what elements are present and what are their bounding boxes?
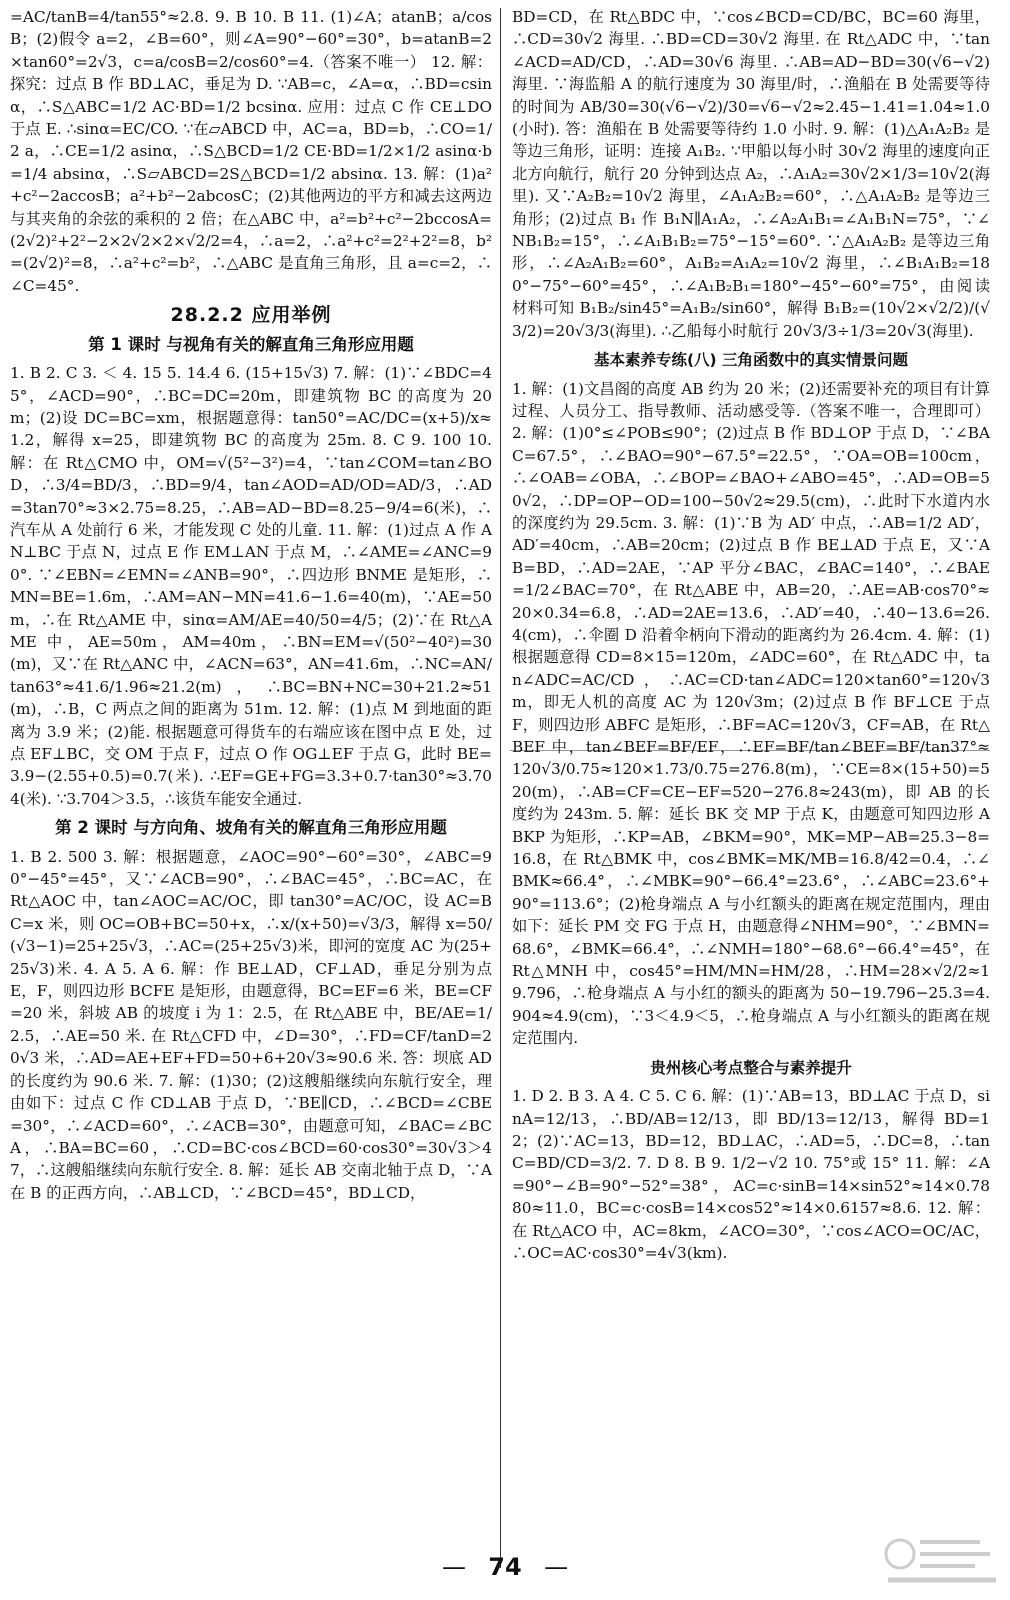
page-dash-right: — <box>544 1553 569 1581</box>
section-heading: 28.2.2 应用举例 <box>170 304 332 327</box>
page-number-value: 74 <box>488 1553 522 1581</box>
column-divider <box>500 8 501 1568</box>
lesson-heading: 第 2 课时 与方向角、坡角有关的解直角三角形应用题 <box>55 818 447 838</box>
page-dash-left: — <box>441 1553 466 1581</box>
left-column <box>10 6 492 1204</box>
answer-paragraph: 1. 解：(1)文昌阁的高度 AB 约为 20 米；(2)还需要补充的项目有计算过程、人员分工、指导教师、活动感受等.（答案不唯一，合理即可） 2. 解：(1)0°≤∠POB≤90°；(2)过点 B 作 BD⊥OP 于点 D，∵∠BAC=67.5°，∴∠BAO=90°−67.5°=22.5°，∵OA=OB=100cm，∴∠OAB=∠OBA，∴∠BOP=∠BAO+∠ABO=45°，∴AD=OB=50√2，∴DP=OP−OD=100−50√2≈29.5(cm)，∴此时下水道内水的深度约为 29.5cm. 3. 解：(1)∵B 为 AD′ 中点，∴AB=1/2 AD′，AD′=40cm，∴AB=20cm；(2)过点 B 作 BE⊥AD 于点 E，又∵AB=BD，∴AD=2AE，∵AP 平分∠BAC，∠BAC=140°，∴∠BAE=1/2∠BAC=70°，在 Rt△ABE 中，AB=20，∴AE=AB·cos70°≈20×0.34=6.8，∴AD=2AE=13.6，∴AD′=40，∴40−13.6=26.4(cm)，∴伞圈 D 沿着伞柄向下滑动的距离约为 26.4cm. 4. 解：(1)根据题意得 CD=8×15=120m，∠ADC=60°，在 Rt△ADC 中，tan∠ADC=AC/CD，∴AC=CD·tan∠ADC=120×tan60°=120√3m，即无人机的高度 AC 为 120√3m；(2)过点 B 作 BF⊥CE 于点 F，则四边形 ABFC 是矩形，∴BF=AC=120√3，CF=AB，在 Rt△BEF 中，tan∠BEF=BF/EF，∴EF=BF/tan∠BEF=BF/tan37°≈120√3/0.75≈120×1.73/0.75=276.8(m)，∵CE=8×(15+50)=520(m)，∴AB=CF=CE−EF=520−276.8≈243(m)，即 AB 的长度约为 243m. 5. 解：延长 BK 交 MP 于点 K，由题意可知四边形 ABKP 为矩形，∴KP=AB，∠BKM=90°，MK=MP−AB=25.3−8=16.8，在 Rt△BMK 中，cos∠BMK=MK/MB=16.8/42=0.4，∴∠BMK≈66.4°，∴∠MBK=90°−66.4°=23.6°，∴∠ABC=23.6°+90°=113.6°；(2)枪身端点 A 与小红额头的距离在规定范围内，理由如下：延长 PM 交 FG 于点 H，由题意得∠NHM=90°，∵∠BMN=68.6°，∠BMK=66.4°，∴∠NMH=180°−68.6°−66.4°=45°，在 Rt△MNH 中，cos45°=HM/MN=HM/28，∴HM=28×√2/2≈19.796，∴枪身端点 A 与小红的额头的距离为 50−19.796−25.3=4.904≈4.9(cm)，∵3＜4.9＜5，∴枪身端点 A 与小红额头的距离在规定范围内. <box>512 379 990 1048</box>
section-heading: 基本素养专练(八) 三角函数中的真实情景问题 <box>593 351 909 370</box>
answer-paragraph: 1. D 2. B 3. A 4. C 5. C 6. 解：(1)∵AB=13，BD⊥AC 于点 D，sinA=12/13，∴BD/AB=12/13，即 BD/13=12/13，解得 BD=12；(2)∵AC=13，BD=12，BD⊥AC，∴AD=5，∴DC=8，∴tanC=BD/CD=3/2. 7. D 8. B 9. 1/2−√2 10. 75°或 15° 11. 解：∠A=90°−∠B=90°−52°=38°，AC=c·sinB=14×sin52°≈14×0.7880≈11.0，BC=c·cosB=14×cos52°≈14×0.6157≈8.6. 12. 解：在 Rt△ACO 中，AC=8km，∠ACO=30°，∵cos∠ACO=OC/AC，∴OC=AC·cos30°=4√3(km). <box>512 1087 990 1262</box>
section-heading: 贵州核心考点整合与素养提升 <box>650 1058 852 1077</box>
answer-paragraph: 1. B 2. 500 3. 解：根据题意，∠AOC=90°−60°=30°，∠ABC=90°−45°=45°，又∵∠ACB=90°，∴∠BAC=45°，∴BC=AC，在 Rt△AOC 中，tan∠AOC=AC/OC，即 tan30°=AC/OC，设 AC=BC=x 米，则 OC=OB+BC=50+x，∴x/(x+50)=√3/3，解得 x=50/(√3−1)=25+25√3，∴AC=(25+25√3)米，即河的宽度 AC 为(25+25√3)米. 4. A 5. A 6. 解：作 BE⊥AD，CF⊥AD，垂足分别为点 E，F，则四边形 BCFE 是矩形，由题意得，BC=EF=6 米，BE=CF=20 米，斜坡 AB 的坡度 i 为 1：2.5，在 Rt△ABE 中，BE/AE=1/2.5，∴AE=50 米. 在 Rt△CFD 中，∠D=30°，∴FD=CF/tanD=20√3 米，∴AD=AE+EF+FD=50+6+20√3≈90.6 米. 答：坝底 AD 的长度约为 90.6 米. 7. 解：(1)30；(2)这艘船继续向东航行安全，理由如下：过点 C 作 CD⊥AB 于点 D，∵BE∥CD，∴∠BCD=∠CBE=30°，∴∠ACD=60°，∴∠ACB=30°，由题意可知，∠BAC=∠BCA，∴BA=BC=60，∴CD=BC·cos∠BCD=60·cos30°=30√3＞47，∴这艘船继续向东航行安全. 8. 解：延长 AB 交南北轴于点 D，∵A 在 B 的正西方向，∴AB⊥CD，∵∠BCD=45°，BD⊥CD， <box>10 847 492 1202</box>
answer-paragraph: BD=CD，在 Rt△BDC 中，∵cos∠BCD=CD/BC，BC=60 海里，∴CD=30√2 海里. ∴BD=CD=30√2 海里. 在 Rt△ADC 中，∵tan∠ACD=AD/CD，∴AD=30√6 海里. ∴AB=AD−BD=30(√6−√2)海里. ∵海监船 A 的航行速度为 30 海里/时，∴渔船在 B 处需要等待的时间为 AB/30=30(√6−√2)/30=√6−√2≈2.45−1.41=1.04≈1.0(小时). 答：渔船在 B 处需要等待约 1.0 小时. 9. 解：(1)△A₁A₂B₂ 是等边三角形，证明：连接 A₁B₂. ∵甲船以每小时 30√2 海里的速度向正北方向航行，航行 20 分钟到达点 A₂，∴A₁A₂=30√2×1/3=10√2(海里). 又∵A₂B₂=10√2 海里，∠A₁A₂B₂=60°，∴△A₁A₂B₂ 是等边三角形；(2)过点 B₁ 作 B₁N∥A₁A₂，∴∠A₂A₁B₁=∠A₁B₁N=75°，∵∠NB₁B₂=15°，∴∠A₁B₁B₂=75°−15°=60°. ∵△A₁A₂B₂ 是等边三角形，∴∠A₂A₁B₂=60°，A₁B₂=A₁A₂=10√2 海里，∴∠B₁A₁B₂=180°−75°−60°=45°，∴∠A₁B₂B₁=180°−45°−60°=75°，由阅读材料可知 B₁B₂/sin45°=A₁B₂/sin60°，解得 B₁B₂=(10√2×√2/2)/(√3/2)=20√3/3(海里). ∴乙船每小时航行 20√3/3÷1/3=20√3(海里). <box>512 8 990 340</box>
lesson-heading: 第 1 课时 与视角有关的解直角三角形应用题 <box>88 334 414 354</box>
right-column <box>512 6 990 1264</box>
answer-paragraph: 1. B 2. C 3. ＜ 4. 15 5. 14.4 6. (15+15√3) 7. 解：(1)∵∠BDC=45°，∠ACD=90°，∴BC=DC=20m，即建筑物 BC 的高度为 20m；(2)设 DC=BC=xm，根据题意得：tan50°=AC/DC=(x+5)/x≈1.2，解得 x=25，即建筑物 BC 的高度为 25m. 8. C 9. 100 10. 解：在 Rt△CMO 中，OM=√(5²−3²)=4，∵tan∠COM=tan∠BOD，∴3/4=BD/3，∴BD=9/4，tan∠AOD=AD/OD=AD/3，∴AD=3tan70°≈3×2.75=8.25，∴AB=AD−BD=8.25−9/4=6(米)，∴汽车从 A 处前行 6 米，才能发现 C 处的儿童. 11. 解：(1)过点 A 作 AN⊥BC 于点 N，过点 E 作 EM⊥AN 于点 M，∴∠AME=∠ANC=90°. ∵∠EBN=∠EMN=∠ANB=90°，∴四边形 BNME 是矩形，∴MN=BE=1.6m，∴AM=AN−MN=41.6−1.6=40(m)，∵AE=50m，∴在 Rt△AME 中，sinα=AM/AE=40/50=4/5；(2)∵在 Rt△AME 中，AE=50m，AM=40m，∴BN=EM=√(50²−40²)=30(m)，又∵在 Rt△ANC 中，∠ACN=63°，AN=41.6m，∴NC=AN/tan63°≈41.6/1.96≈21.2(m)，∴BC=BN+NC=30+21.2≈51(m)，∴B，C 两点之间的距离为 51m. 12. 解：(1)点 M 到地面的距离为 3.9 米；(2)能. 根据题意可得货车的右端应该在图中点 E 处，过点 EF⊥BC，交 OM 于点 F，过点 O 作 OG⊥EF 于点 G，此时 BE=3.9−(2.55+0.5)=0.7(米). ∴EF=GE+FG=3.3+0.7·tan30°≈3.704(米). ∵3.704＞3.5，∴该货车能安全通过. <box>10 364 492 808</box>
watermark-logo <box>880 1532 1004 1590</box>
answer-paragraph: =AC/tanB=4/tan55°≈2.8. 9. B 10. B 11. (1)∠A；atanB；a/cosB；(2)假令 a=2，∠B=60°，则∠A=90°−60°=30°，b=atanB=2×tan60°=2√3，c=a/cosB=2/cos60°=4.（答案不唯一） 12. 解：探究：过点 B 作 BD⊥AC，垂足为 D. ∵AB=c，∠A=α，∴BD=csinα，∴S△ABC=1/2 AC·BD=1/2 bcsinα. 应用：过点 C 作 CE⊥DO 于点 E. ∴sinα=EC/CO. ∵在▱ABCD 中，AC=a，BD=b，∴CO=1/2 a，∴CE=1/2 asinα，∴S△BCD=1/2 CE·BD=1/2×1/2 asinα·b=1/4 absinα，∴S▱ABCD=2S△BCD=1/2 absinα. 13. 解：(1)a²+c²−2accosB；a²+b²−2abcosC；(2)其他两边的平方和减去这两边与其夹角的余弦的乘积的 2 倍；在△ABC 中，a²=b²+c²−2bccosA=(2√2)²+2²−2×2√2×2×√2/2=4，∴a=2，∴a²+c²=2²+2²=8，b²=(2√2)²=8，∴a²+c²=b²，∴△ABC 是直角三角形，且 a=c=2，∴∠C=45°. <box>10 8 492 295</box>
page-number <box>0 1553 1010 1581</box>
